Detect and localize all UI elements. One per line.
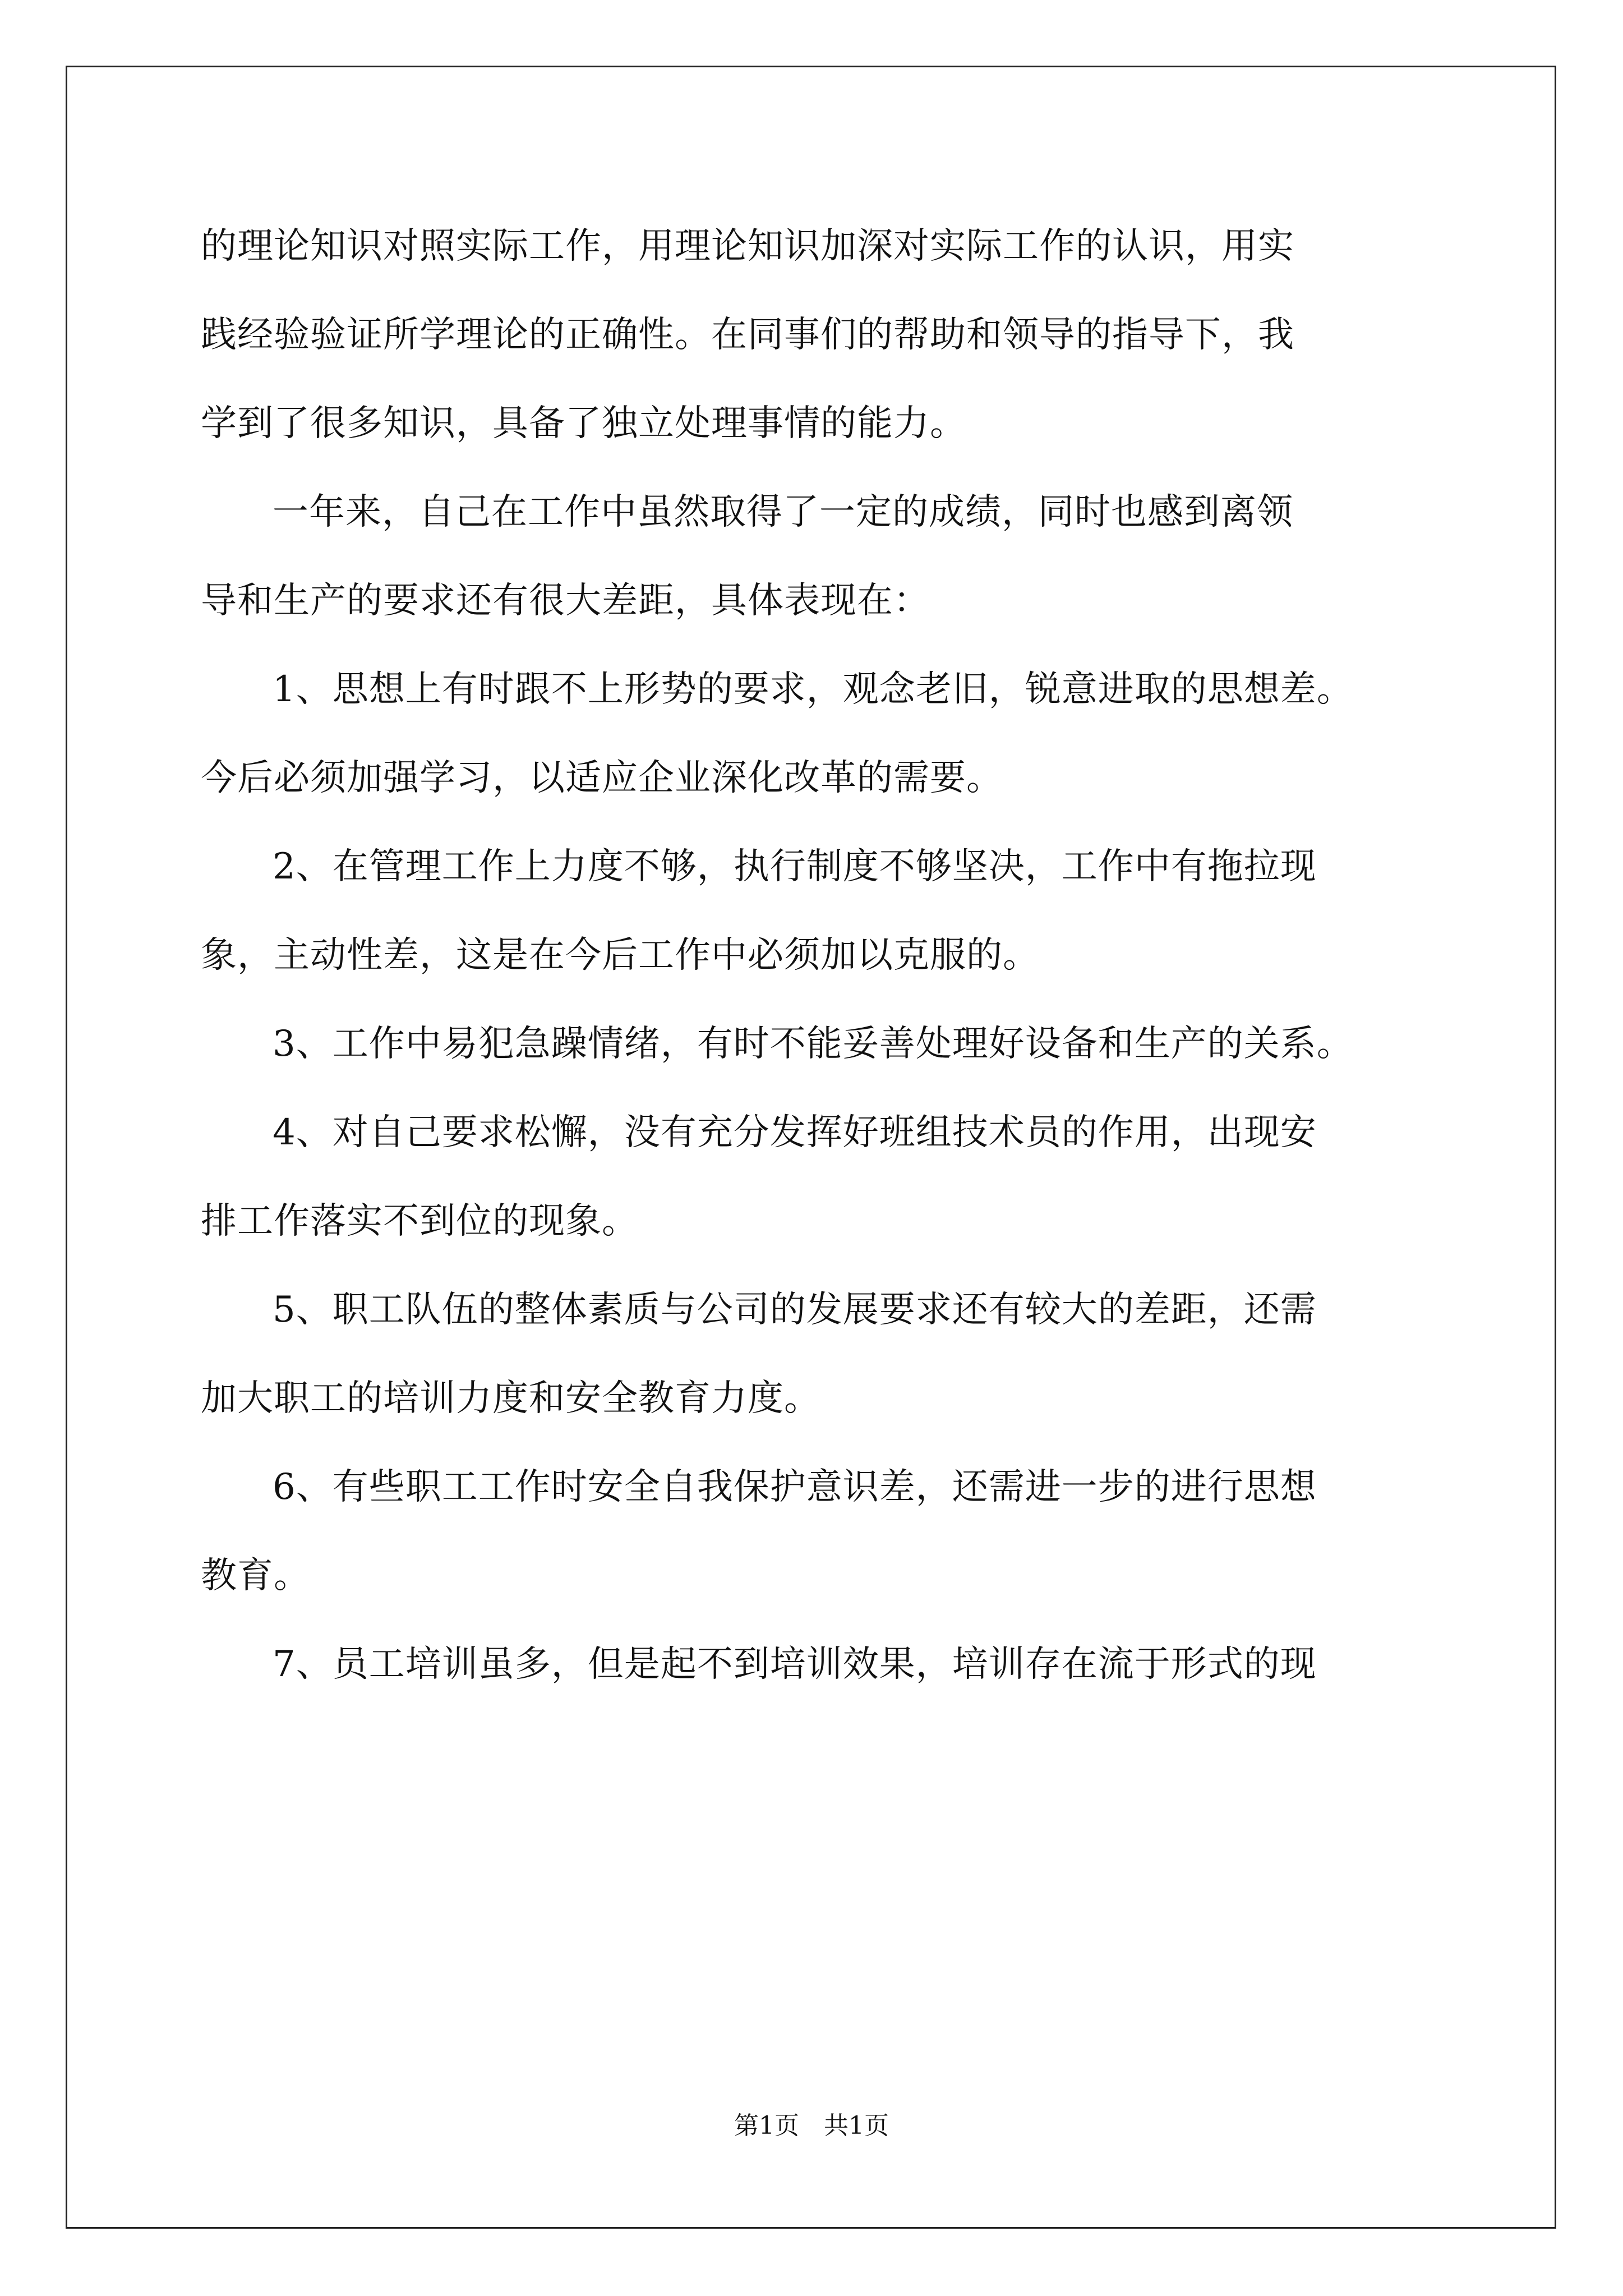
text-line: 教育。 [201, 1555, 310, 1596]
list-item-6: 6、有些职工工作时安全自我保护意识差，还需进一步的进行思想 [273, 1466, 1317, 1508]
document-body [201, 202, 1426, 1709]
text-line: 今后必须加强学习，以适应企业深化改革的需要。 [201, 757, 1003, 799]
text-line: 导和生产的要求还有很大差距，具体表现在： [201, 580, 930, 622]
paragraph-start-line: 一年来，自己在工作中虽然取得了一定的成绩，同时也感到离领 [273, 491, 1293, 533]
text-line: 象，主动性差，这是在今后工作中必须加以克服的。 [201, 935, 1039, 976]
list-item-5: 5、职工队伍的整体素质与公司的发展要求还有较大的差距，还需 [273, 1289, 1317, 1331]
page-number-footer: 第1页 共1页 [734, 2111, 889, 2140]
text-line: 的理论知识对照实际工作，用理论知识加深对实际工作的认识，用实 [201, 226, 1294, 267]
list-item-7: 7、员工培训虽多，但是起不到培训效果，培训存在流于形式的现 [273, 1644, 1317, 1685]
list-item-1: 1、思想上有时跟不上形势的要求，观念老旧，锐意进取的思想差。 [273, 669, 1353, 710]
text-line: 加大职工的培训力度和安全教育力度。 [201, 1378, 820, 1419]
text-line: 排工作落实不到位的现象。 [201, 1200, 638, 1242]
text-line: 学到了很多知识，具备了独立处理事情的能力。 [201, 403, 966, 444]
list-item-4: 4、对自己要求松懈，没有充分发挥好班组技术员的作用，出现安 [273, 1112, 1317, 1153]
list-item-3: 3、工作中易犯急躁情绪，有时不能妥善处理好设备和生产的关系。 [273, 1023, 1353, 1065]
list-item-2: 2、在管理工作上力度不够，执行制度不够坚决，工作中有拖拉现 [273, 846, 1317, 887]
text-line: 践经验验证所学理论的正确性。在同事们的帮助和领导的指导下，我 [201, 314, 1294, 356]
